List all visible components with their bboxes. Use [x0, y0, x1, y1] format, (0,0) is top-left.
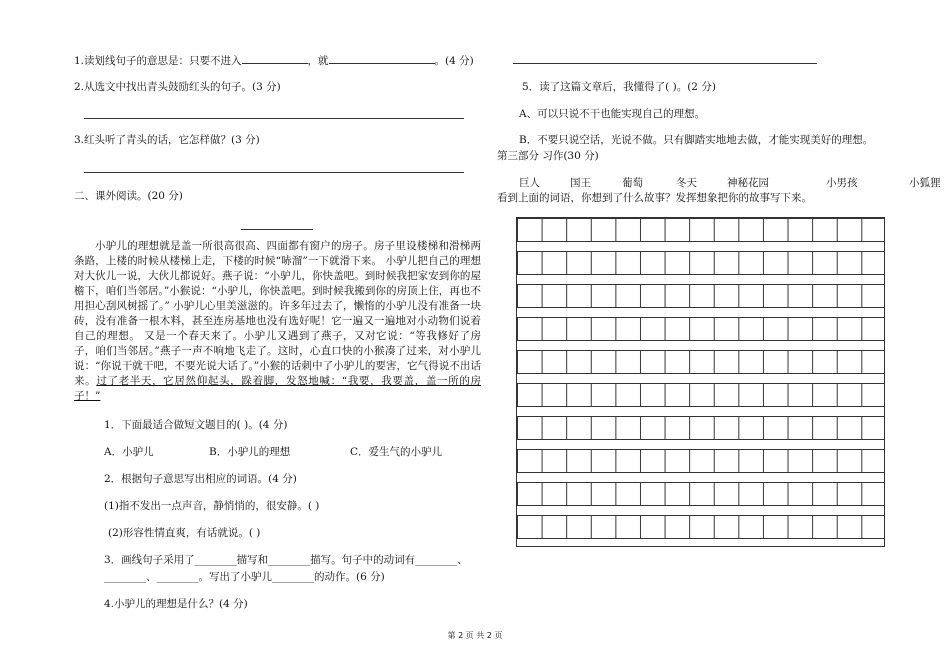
grid-row[interactable] [517, 317, 884, 341]
section-3-heading: 第三部分 习作(30 分) [497, 150, 599, 162]
page-footer: 第 2 页 共 2 页 [447, 631, 503, 640]
option-b[interactable]: B．不要只说空话，光说不做。只有脚踏实地地去做，才能实现美好的理想。 [519, 134, 874, 146]
reading-question-3-line-1: 3．画线句子采用了________描写和________描写。句子中的动词有________、 [104, 554, 468, 566]
option-a[interactable]: A．小驴儿 [104, 446, 154, 458]
answer-blank[interactable] [242, 53, 308, 64]
reading-question-2-item-2: (2)形容性情直爽，有话就说。( ) [108, 527, 261, 539]
grid-row[interactable] [517, 416, 884, 440]
section-2-heading: 二、课外阅读。(20 分) [74, 190, 183, 202]
underlined-sentence: 过了老半天，它居然仰起头，跺着脚，发怒地喊：“我要，我要盖，盖一所的房子！” [74, 375, 481, 402]
grid-row[interactable] [517, 284, 884, 308]
option-b[interactable]: B．小驴儿的理想 [209, 446, 291, 458]
grid-row[interactable] [517, 515, 884, 539]
reading-question-1: 1．下面最适合做短文题目的( )。(4 分) [104, 419, 288, 431]
answer-line[interactable] [513, 63, 817, 64]
grid-row[interactable] [517, 482, 884, 506]
grid-row[interactable] [517, 449, 884, 473]
title-blank[interactable] [241, 229, 313, 230]
reading-question-5: 5．读了这篇文章后，我懂得了( )。(2 分) [522, 81, 716, 93]
reading-question-4: 4.小驴儿的理想是什么？(4 分) [104, 598, 248, 610]
reading-question-2: 2．根据句子意思写出相应的词语。(4 分) [104, 473, 297, 485]
question-2: 2.从选文中找出青头鼓励红头的句子。(3 分) [74, 81, 281, 93]
reading-question-3-line-2: ________、________。写出了小驴儿________的动作。(6 分) [104, 571, 385, 583]
grid-row[interactable] [517, 251, 884, 275]
writing-grid[interactable] [516, 217, 885, 547]
question-1: 1.读划线句子的意思是：只要不进入 ，就 。(4 分) [74, 55, 474, 67]
answer-blank[interactable] [329, 53, 435, 64]
answer-line[interactable] [84, 172, 464, 173]
grid-row[interactable] [517, 350, 884, 374]
reading-passage: 小驴儿的理想就是盖一所很高很高、四面都有窗户的房子。房子里设楼梯和滑梯两条路，上楼的时候从楼梯上走，下楼的时候“哧溜”一下就滑下来。 小驴儿把自己的理想对大伙儿一说，大伙儿都说好。燕子说：“小驴儿，你快盖吧。到时候我把家安到你的屋檐下，咱们当邻居。”小猴说：“小驴儿，你快盖吧。到时候我搬到你的房顶上住，再也不用担心刮风树摇了。” 小驴儿心里美滋滋的。许多年过去了，懒惰的小驴儿没有准备一块砖，没有准备一根木料，甚至连房基地也没有选好呢！它一遍又一遍地对小动物们说着自己的理想。 又是一个春天来了。小驴儿又遇到了燕子，又对它说：“等我修好了房子，咱们当邻居。”燕子一声不响地飞走了。这时，心直口快的小猴凑了过来，对小驴儿说：“你说干就干吧，不要光说大话了。”小猴的话刺中了小驴儿的要害，它气得说不出话来。过了老半天，它居然仰起头，跺着脚，发怒地喊：“我要，我要盖，盖一所的房子！” [74, 240, 481, 402]
reading-question-2-item-1: (1)指不发出一点声音，静悄悄的，很安静。( ) [104, 500, 320, 512]
grid-row[interactable] [517, 383, 884, 407]
question-3: 3.红头听了青头的话，它怎样做？(3 分) [74, 134, 260, 146]
option-a[interactable]: A、可以只说不干也能实现自己的理想。 [519, 108, 706, 120]
option-c[interactable]: C．爱生气的小驴儿 [350, 446, 443, 458]
writing-prompt: 看到上面的词语，你想到了什么故事？发挥想象把你的故事写下来。 [497, 192, 812, 204]
grid-row[interactable] [517, 218, 884, 242]
answer-line[interactable] [84, 118, 464, 119]
